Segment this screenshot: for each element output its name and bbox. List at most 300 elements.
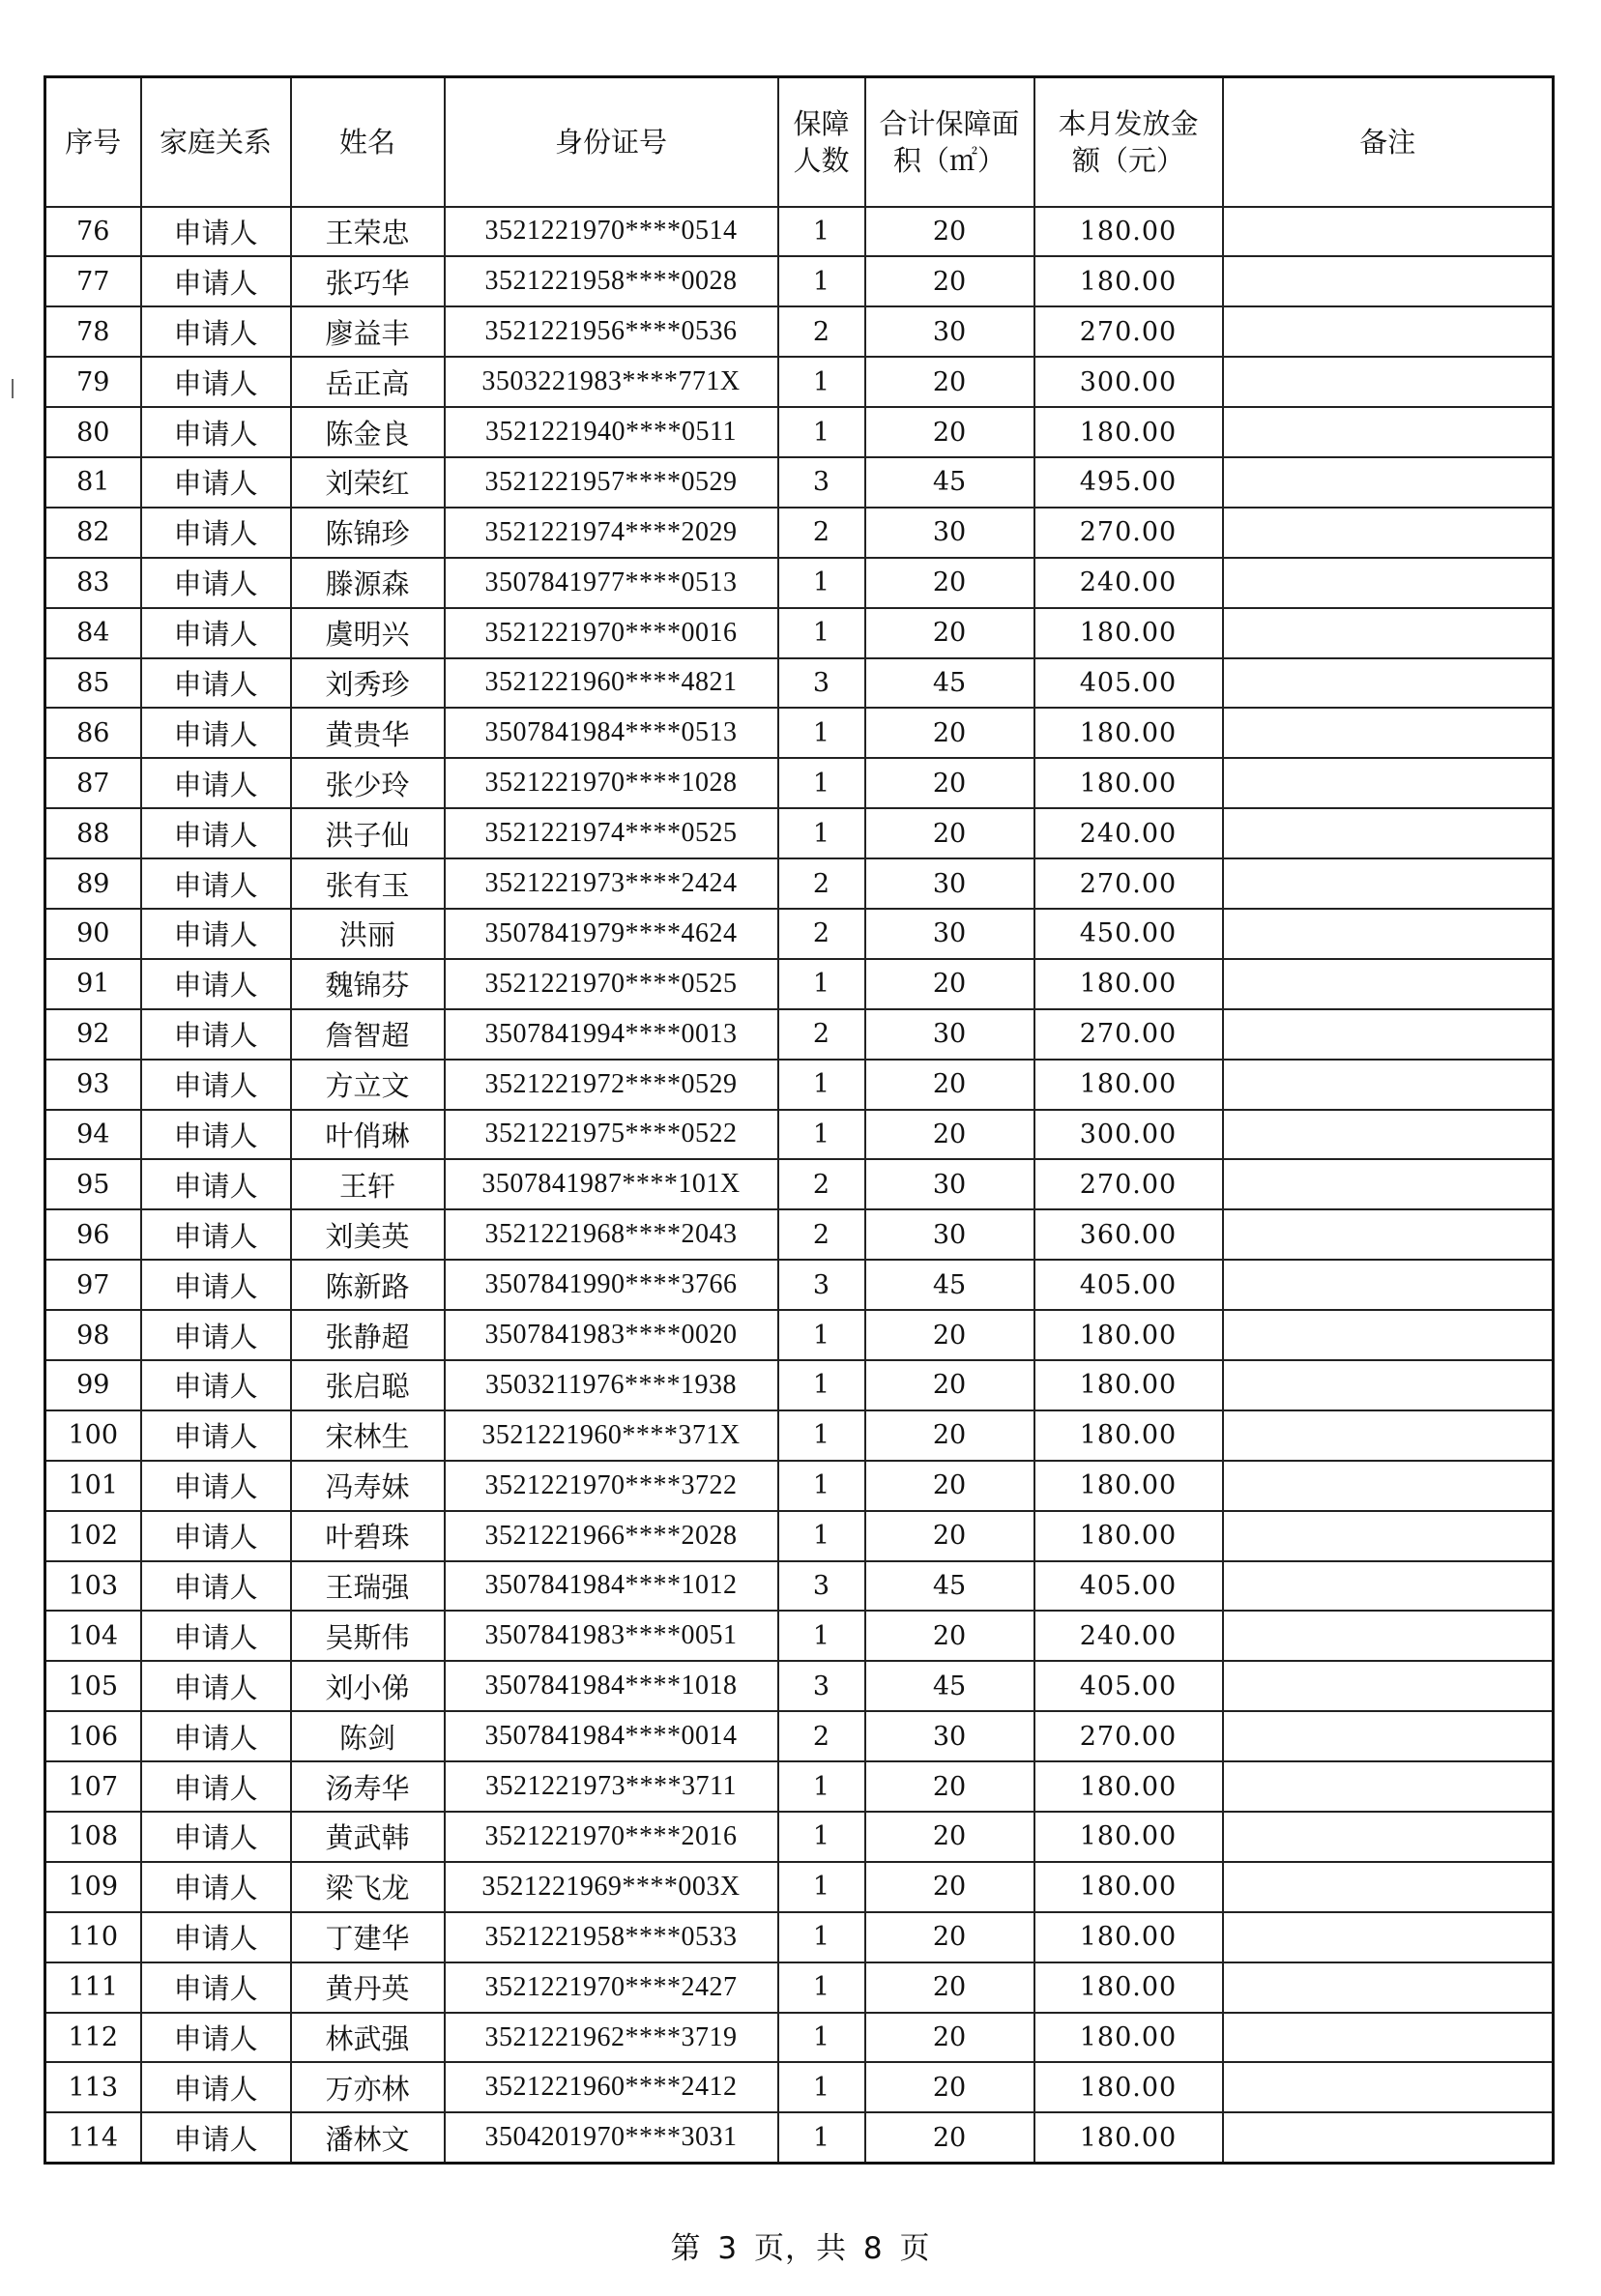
area-cell: 20 [865,959,1034,1009]
area-cell: 20 [865,357,1034,407]
area-cell: 20 [865,1461,1034,1511]
amount-cell: 300.00 [1034,357,1223,407]
seq-cell: 99 [45,1360,141,1410]
seq-cell: 82 [45,508,141,558]
table-row [45,2013,1554,2063]
id-number-cell: 3521221940****0511 [445,407,778,457]
relation-cell: 申请人 [141,909,291,959]
seq-cell: 105 [45,1661,141,1711]
id-number-cell: 3521221970****0514 [445,207,778,257]
remarks-cell [1223,1812,1554,1862]
persons-cell: 1 [778,1461,865,1511]
persons-cell: 2 [778,1711,865,1761]
table-row [45,207,1554,257]
id-number-cell: 3507841977****0513 [445,558,778,608]
persons-cell: 2 [778,1009,865,1060]
amount-cell: 180.00 [1034,1862,1223,1912]
name-cell: 张有玉 [291,858,445,909]
id-number-cell: 3521221968****2043 [445,1209,778,1260]
remarks-cell [1223,1060,1554,1110]
amount-cell: 300.00 [1034,1110,1223,1160]
relation-cell: 申请人 [141,1410,291,1461]
name-cell: 滕源森 [291,558,445,608]
area-cell: 20 [865,2062,1034,2112]
remarks-cell [1223,1260,1554,1310]
remarks-cell [1223,708,1554,758]
persons-cell: 1 [778,808,865,858]
table-row [45,808,1554,858]
amount-cell: 180.00 [1034,2062,1223,2112]
seq-cell: 89 [45,858,141,909]
table-row [45,1511,1554,1561]
header-amount [1034,77,1223,207]
persons-cell: 3 [778,1561,865,1612]
area-cell: 20 [865,1912,1034,1962]
relation-cell: 申请人 [141,1110,291,1160]
seq-cell: 110 [45,1912,141,1962]
table-row [45,1110,1554,1160]
remarks-cell [1223,1511,1554,1561]
area-cell: 45 [865,658,1034,709]
id-number-cell: 3521221957****0529 [445,457,778,508]
seq-cell: 95 [45,1159,141,1209]
id-number-cell: 3507841990****3766 [445,1260,778,1310]
amount-cell: 270.00 [1034,508,1223,558]
relation-cell: 申请人 [141,1511,291,1561]
area-cell: 20 [865,1060,1034,1110]
header-relation: 家庭关系 [141,77,291,207]
area-cell: 20 [865,256,1034,306]
amount-cell: 270.00 [1034,306,1223,357]
relation-cell: 申请人 [141,1912,291,1962]
persons-cell: 3 [778,457,865,508]
amount-cell: 405.00 [1034,1561,1223,1612]
header-persons [778,77,865,207]
remarks-cell [1223,1862,1554,1912]
id-number-cell: 3521221962****3719 [445,2013,778,2063]
relation-cell: 申请人 [141,1962,291,2013]
table-row [45,1360,1554,1410]
persons-cell: 1 [778,959,865,1009]
name-cell: 陈剑 [291,1711,445,1761]
subsidy-table [44,75,1555,2165]
area-cell: 20 [865,1611,1034,1661]
relation-cell: 申请人 [141,758,291,808]
id-number-cell: 3507841984****1018 [445,1661,778,1711]
area-cell: 45 [865,1561,1034,1612]
area-cell: 20 [865,558,1034,608]
relation-cell: 申请人 [141,1009,291,1060]
amount-cell: 180.00 [1034,1461,1223,1511]
persons-cell: 1 [778,1812,865,1862]
table-row [45,407,1554,457]
area-cell: 20 [865,207,1034,257]
remarks-cell [1223,2062,1554,2112]
persons-cell: 1 [778,207,865,257]
name-cell: 詹智超 [291,1009,445,1060]
seq-cell: 84 [45,608,141,658]
table-row [45,558,1554,608]
table-row [45,1962,1554,2013]
seq-cell: 112 [45,2013,141,2063]
table-row [45,1009,1554,1060]
persons-cell: 1 [778,1862,865,1912]
amount-cell: 180.00 [1034,608,1223,658]
page-footer [0,2223,1601,2267]
table-row [45,2062,1554,2112]
persons-cell: 1 [778,1912,865,1962]
table-row [45,708,1554,758]
name-cell: 张启聪 [291,1360,445,1410]
amount-cell: 180.00 [1034,1060,1223,1110]
name-cell: 岳正高 [291,357,445,407]
table-row [45,1862,1554,1912]
name-cell: 张少玲 [291,758,445,808]
area-cell: 30 [865,909,1034,959]
name-cell: 廖益丰 [291,306,445,357]
id-number-cell: 3521221974****2029 [445,508,778,558]
table-row [45,1561,1554,1612]
name-cell: 刘荣红 [291,457,445,508]
amount-cell: 405.00 [1034,658,1223,709]
amount-cell: 495.00 [1034,457,1223,508]
seq-cell: 88 [45,808,141,858]
persons-cell: 1 [778,2062,865,2112]
amount-cell: 180.00 [1034,959,1223,1009]
table-row [45,256,1554,306]
seq-cell: 77 [45,256,141,306]
persons-cell: 1 [778,1761,865,1812]
relation-cell: 申请人 [141,407,291,457]
seq-cell: 87 [45,758,141,808]
table-row [45,508,1554,558]
id-number-cell: 3521221970****2427 [445,1962,778,2013]
relation-cell: 申请人 [141,1159,291,1209]
amount-cell: 180.00 [1034,2013,1223,2063]
relation-cell: 申请人 [141,508,291,558]
name-cell: 陈金良 [291,407,445,457]
remarks-cell [1223,1410,1554,1461]
area-cell: 20 [865,1511,1034,1561]
remarks-cell [1223,608,1554,658]
area-cell: 20 [865,808,1034,858]
id-number-cell: 3521221970****1028 [445,758,778,808]
amount-cell: 180.00 [1034,1962,1223,2013]
seq-cell: 100 [45,1410,141,1461]
area-cell: 20 [865,758,1034,808]
amount-cell: 450.00 [1034,909,1223,959]
footer-page-mid: 页，共 [754,2231,847,2266]
remarks-cell [1223,1711,1554,1761]
relation-cell: 申请人 [141,1661,291,1711]
persons-cell: 2 [778,1159,865,1209]
area-cell: 30 [865,1009,1034,1060]
persons-cell: 1 [778,1962,865,2013]
relation-cell: 申请人 [141,207,291,257]
area-cell: 20 [865,1310,1034,1360]
persons-cell: 1 [778,708,865,758]
amount-cell: 360.00 [1034,1209,1223,1260]
area-cell: 45 [865,1661,1034,1711]
relation-cell: 申请人 [141,1862,291,1912]
remarks-cell [1223,658,1554,709]
name-cell: 叶碧珠 [291,1511,445,1561]
remarks-cell [1223,1159,1554,1209]
id-number-cell: 3504201970****3031 [445,2112,778,2163]
footer-current-page: 3 [717,2231,739,2266]
remarks-cell [1223,758,1554,808]
id-number-cell: 3521221970****0016 [445,608,778,658]
relation-cell: 申请人 [141,808,291,858]
name-cell: 黄武韩 [291,1812,445,1862]
persons-cell: 1 [778,1110,865,1160]
table-row [45,1310,1554,1360]
relation-cell: 申请人 [141,658,291,709]
seq-cell: 83 [45,558,141,608]
area-cell: 20 [865,1812,1034,1862]
table-row [45,1611,1554,1661]
table-row [45,1761,1554,1812]
id-number-cell: 3507841987****101X [445,1159,778,1209]
seq-cell: 98 [45,1310,141,1360]
seq-cell: 97 [45,1260,141,1310]
area-cell: 45 [865,457,1034,508]
relation-cell: 申请人 [141,1761,291,1812]
amount-cell: 180.00 [1034,1310,1223,1360]
remarks-cell [1223,2013,1554,2063]
table-row [45,306,1554,357]
name-cell: 万亦林 [291,2062,445,2112]
id-number-cell: 3521221973****3711 [445,1761,778,1812]
remarks-cell [1223,1310,1554,1360]
seq-cell: 76 [45,207,141,257]
seq-cell: 79 [45,357,141,407]
relation-cell: 申请人 [141,1561,291,1612]
amount-cell: 180.00 [1034,1360,1223,1410]
persons-cell: 1 [778,2112,865,2163]
persons-cell: 1 [778,357,865,407]
persons-cell: 1 [778,1310,865,1360]
persons-cell: 3 [778,658,865,709]
name-cell: 黄贵华 [291,708,445,758]
header-amount-line1: 本月发放金 [1058,106,1199,140]
name-cell: 王荣忠 [291,207,445,257]
persons-cell: 1 [778,407,865,457]
table-row [45,1209,1554,1260]
id-number-cell: 3521221958****0533 [445,1912,778,1962]
seq-cell: 90 [45,909,141,959]
id-number-cell: 3521221969****003X [445,1862,778,1912]
id-number-cell: 3521221972****0529 [445,1060,778,1110]
id-number-cell: 3503211976****1938 [445,1360,778,1410]
remarks-cell [1223,1110,1554,1160]
area-cell: 20 [865,1761,1034,1812]
area-cell: 20 [865,1410,1034,1461]
table-row [45,1912,1554,1962]
persons-cell: 2 [778,306,865,357]
amount-cell: 180.00 [1034,1410,1223,1461]
amount-cell: 405.00 [1034,1661,1223,1711]
name-cell: 丁建华 [291,1912,445,1962]
id-number-cell: 3507841983****0051 [445,1611,778,1661]
relation-cell: 申请人 [141,959,291,1009]
table-body [45,207,1554,2164]
id-number-cell: 3503221983****771X [445,357,778,407]
remarks-cell [1223,508,1554,558]
area-cell: 20 [865,1110,1034,1160]
relation-cell: 申请人 [141,1711,291,1761]
amount-cell: 270.00 [1034,1009,1223,1060]
area-cell: 45 [865,1260,1034,1310]
area-cell: 20 [865,2112,1034,2163]
persons-cell: 1 [778,758,865,808]
remarks-cell [1223,407,1554,457]
table-row [45,758,1554,808]
area-cell: 30 [865,858,1034,909]
remarks-cell [1223,256,1554,306]
persons-cell: 2 [778,858,865,909]
id-number-cell: 3521221970****3722 [445,1461,778,1511]
persons-cell: 1 [778,256,865,306]
area-cell: 30 [865,508,1034,558]
seq-cell: 111 [45,1962,141,2013]
amount-cell: 270.00 [1034,1159,1223,1209]
relation-cell: 申请人 [141,1260,291,1310]
table-row [45,959,1554,1009]
relation-cell: 申请人 [141,357,291,407]
id-number-cell: 3521221974****0525 [445,808,778,858]
persons-cell: 1 [778,608,865,658]
relation-cell: 申请人 [141,2112,291,2163]
id-number-cell: 3507841984****0014 [445,1711,778,1761]
relation-cell: 申请人 [141,2013,291,2063]
seq-cell: 94 [45,1110,141,1160]
remarks-cell [1223,207,1554,257]
seq-cell: 91 [45,959,141,1009]
area-cell: 20 [865,1360,1034,1410]
area-cell: 20 [865,407,1034,457]
area-cell: 20 [865,2013,1034,2063]
relation-cell: 申请人 [141,256,291,306]
persons-cell: 1 [778,558,865,608]
relation-cell: 申请人 [141,306,291,357]
amount-cell: 240.00 [1034,808,1223,858]
id-number-cell: 3507841994****0013 [445,1009,778,1060]
header-area [865,77,1034,207]
persons-cell: 2 [778,508,865,558]
seq-cell: 92 [45,1009,141,1060]
id-number-cell: 3521221970****0525 [445,959,778,1009]
table-row [45,457,1554,508]
area-cell: 30 [865,1159,1034,1209]
scan-edge-mark [12,379,14,398]
name-cell: 梁飞龙 [291,1862,445,1912]
name-cell: 潘林文 [291,2112,445,2163]
id-number-cell: 3521221966****2028 [445,1511,778,1561]
remarks-cell [1223,1962,1554,2013]
name-cell: 王瑞强 [291,1561,445,1612]
seq-cell: 93 [45,1060,141,1110]
relation-cell: 申请人 [141,1209,291,1260]
area-cell: 20 [865,708,1034,758]
relation-cell: 申请人 [141,608,291,658]
remarks-cell [1223,457,1554,508]
name-cell: 刘美英 [291,1209,445,1260]
amount-cell: 270.00 [1034,1711,1223,1761]
name-cell: 叶俏琳 [291,1110,445,1160]
id-number-cell: 3521221973****2424 [445,858,778,909]
header-persons-line2: 人数 [793,143,850,177]
persons-cell: 1 [778,1410,865,1461]
relation-cell: 申请人 [141,457,291,508]
name-cell: 吴斯伟 [291,1611,445,1661]
amount-cell: 405.00 [1034,1260,1223,1310]
table-row [45,1159,1554,1209]
name-cell: 魏锦芬 [291,959,445,1009]
header-area-line2: 积（㎡） [892,143,1005,177]
relation-cell: 申请人 [141,1310,291,1360]
seq-cell: 107 [45,1761,141,1812]
amount-cell: 180.00 [1034,758,1223,808]
relation-cell: 申请人 [141,1461,291,1511]
relation-cell: 申请人 [141,1060,291,1110]
name-cell: 宋林生 [291,1410,445,1461]
seq-cell: 81 [45,457,141,508]
seq-cell: 113 [45,2062,141,2112]
seq-cell: 106 [45,1711,141,1761]
amount-cell: 180.00 [1034,1511,1223,1561]
seq-cell: 96 [45,1209,141,1260]
name-cell: 虞明兴 [291,608,445,658]
seq-cell: 101 [45,1461,141,1511]
footer-page-suffix: 页 [899,2231,931,2266]
footer-total-pages: 8 [862,2231,884,2266]
remarks-cell [1223,1661,1554,1711]
header-row [45,77,1554,207]
persons-cell: 1 [778,2013,865,2063]
relation-cell: 申请人 [141,708,291,758]
area-cell: 20 [865,1862,1034,1912]
area-cell: 20 [865,608,1034,658]
header-id-number: 身份证号 [445,77,778,207]
table-row [45,1260,1554,1310]
relation-cell: 申请人 [141,1611,291,1661]
amount-cell: 180.00 [1034,708,1223,758]
amount-cell: 180.00 [1034,1812,1223,1862]
remarks-cell [1223,1912,1554,1962]
id-number-cell: 3521221970****2016 [445,1812,778,1862]
id-number-cell: 3521221975****0522 [445,1110,778,1160]
id-number-cell: 3521221960****371X [445,1410,778,1461]
seq-cell: 114 [45,2112,141,2163]
table-row [45,858,1554,909]
id-number-cell: 3521221960****2412 [445,2062,778,2112]
name-cell: 刘小俤 [291,1661,445,1711]
id-number-cell: 3507841983****0020 [445,1310,778,1360]
remarks-cell [1223,558,1554,608]
table-header [45,77,1554,207]
remarks-cell [1223,808,1554,858]
seq-cell: 103 [45,1561,141,1612]
remarks-cell [1223,1561,1554,1612]
table-row [45,658,1554,709]
name-cell: 汤寿华 [291,1761,445,1812]
amount-cell: 180.00 [1034,2112,1223,2163]
persons-cell: 1 [778,1360,865,1410]
relation-cell: 申请人 [141,858,291,909]
seq-cell: 85 [45,658,141,709]
remarks-cell [1223,858,1554,909]
